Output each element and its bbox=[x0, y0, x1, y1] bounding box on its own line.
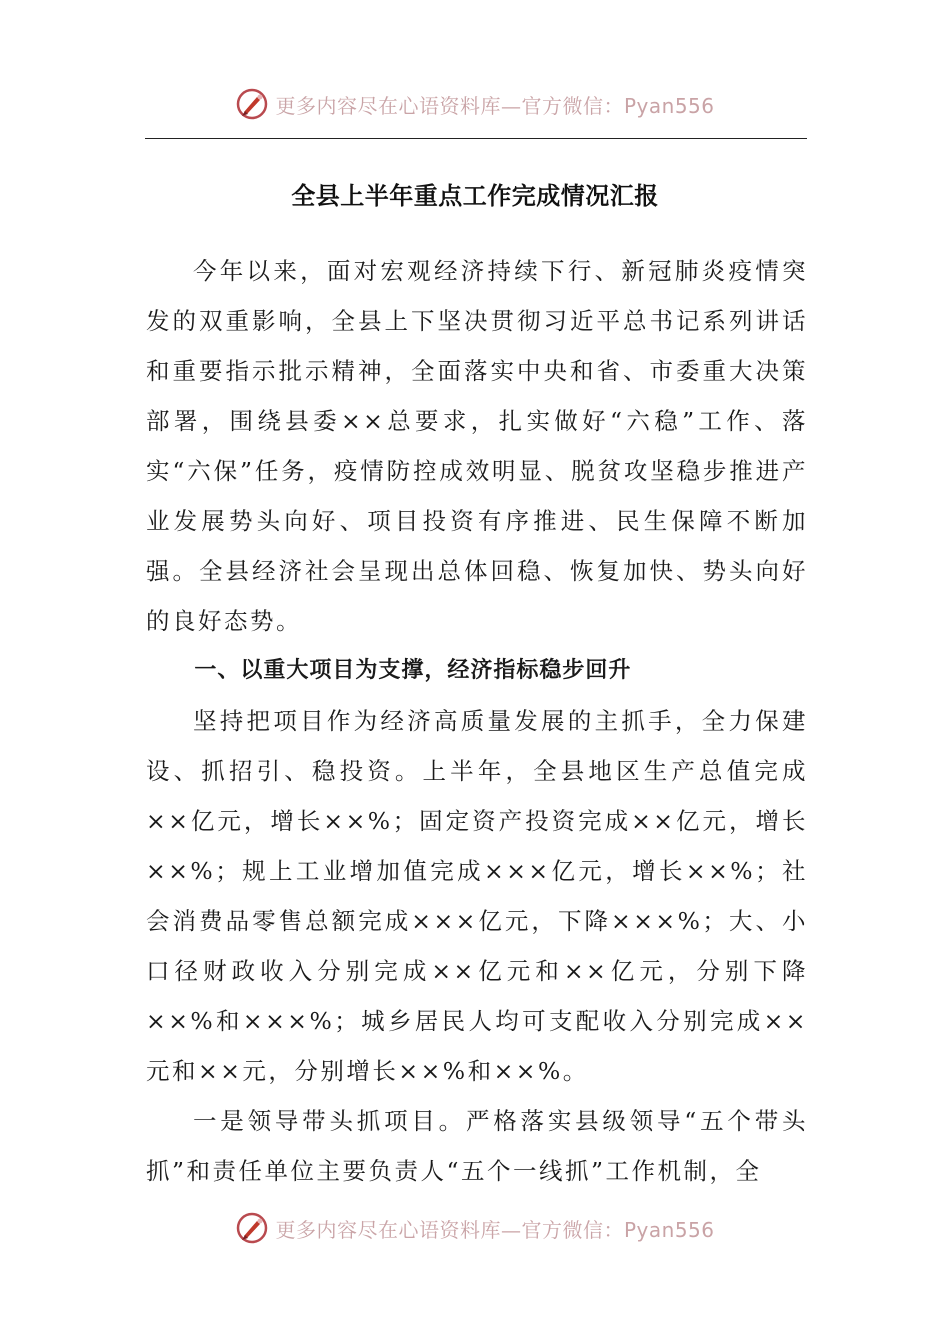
header-watermark-banner bbox=[0, 84, 950, 124]
watermark-text: 更多内容尽在心语资料库—官方微信：Pyan556 bbox=[275, 1217, 715, 1242]
page-title: 全县上半年重点工作完成情况汇报 bbox=[291, 182, 659, 210]
pen-logo-icon bbox=[235, 87, 269, 121]
intro-paragraph: 今年以来，面对宏观经济持续下行、新冠肺炎疫情突发的双重影响，全县上下坚决贯彻习近平总书记系列讲话和重要指示批示精神，全面落实中央和省、市委重大决策部署，围绕县委××总要求，扎实做好“六稳”工作、落实“六保”任务，疫情防控成效明显、脱贫攻坚稳步推进产业发展势头向好、项目投资有序推进、民生保障不断加强。全县经济社会呈现出总体回稳、恢复加快、势头向好的良好态势。 bbox=[146, 257, 808, 635]
watermark-handle: Pyan556 bbox=[623, 93, 715, 118]
footer-watermark-banner bbox=[0, 1208, 950, 1248]
watermark-text: 更多内容尽在心语资料库—官方微信：Pyan556 bbox=[275, 93, 715, 118]
section-1-item-1: 一是领导带头抓项目。严格落实县级领导“五个带头抓”和责任单位主要负责人“五个一线抓”工作机制，全 bbox=[146, 1107, 808, 1185]
watermark-handle: Pyan556 bbox=[623, 1217, 715, 1242]
pen-logo-icon bbox=[235, 1211, 269, 1245]
document-body bbox=[146, 246, 808, 1196]
header-divider bbox=[145, 138, 807, 139]
section-1-paragraph: 坚持把项目作为经济高质量发展的主抓手，全力保建设、抓招引、稳投资。上半年，全县地区生产总值完成××亿元，增长××%；固定资产投资完成××亿元，增长××%；规上工业增加值完成×××亿元，增长××%；社会消费品零售总额完成×××亿元，下降×××%；大、小口径财政收入分别完成××亿元和××亿元，分别下降××%和×××%；城乡居民人均可支配收入分别完成××元和××元，分别增长××%和××%。 bbox=[146, 707, 808, 1085]
section-heading-1: 一、以重大项目为支撑，经济指标稳步回升 bbox=[194, 658, 632, 683]
